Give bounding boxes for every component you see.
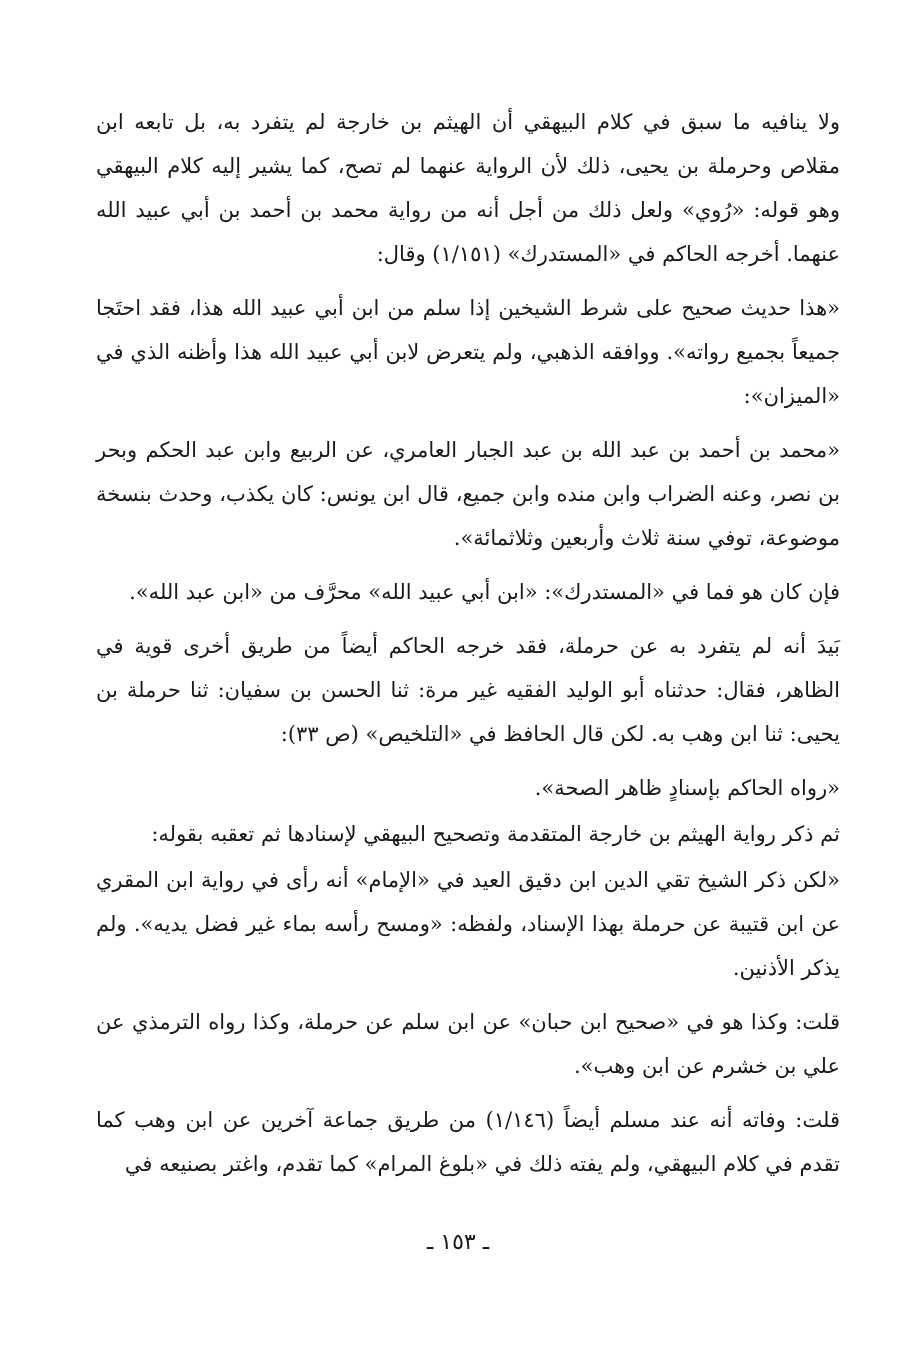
paragraph-3: «محمد بن أحمد بن عبد الله بن عبد الجبار العامري، عن الربيع وابن عبد الحكم وبحر بن نصر، وعنه الضراب وابن منده وابن جميع، قال ابن يونس: كان يكذب، وحدث بنسخة موضوعة، توفي سنة ثلاث وأربعين وثلاثمائة». — [96, 438, 840, 550]
paragraph-4: فإن كان هو فما في «المستدرك»: «ابن أبي عبيد الله» محرَّف من «ابن عبد الله». — [129, 580, 840, 604]
paragraph-5: بَيدَ أنه لم يتفرد به عن حرملة، فقد خرجه الحاكم أيضاً من طريق أخرى قوية في الظاهر، فقال: حدثناه أبو الوليد الفقيه غير مرة: ثنا الحسن بن سفيان: ثنا حرملة بن يحيى: ثنا ابن وهب به. لكن قال الحافظ في «التلخيص» (ص ٣٣): — [96, 634, 840, 746]
paragraph-1: ولا ينافيه ما سبق في كلام البيهقي أن الهيثم بن خارجة لم يتفرد به، بل تابعه ابن مقلاص وحرملة بن يحيى، ذلك لأن الرواية عنهما لم تصح، كما يشير إليه كلام البيهقي وهو قوله: «رُوي» ولعل ذلك من أجل أنه من رواية محمد بن أحمد بن أبي عبيد الله عنهما. أخرجه الحاكم في «المستدرك» (١/١٥١) وقال: — [96, 110, 840, 266]
page-number: ـ ١٥٣ ـ — [426, 1230, 490, 1255]
paragraph-2: «هذا حديث صحيح على شرط الشيخين إذا سلم من ابن أبي عبيد الله هذا، فقد احتَجا جميعاً بجميع رواته». ووافقه الذهبي، ولم يتعرض لابن أبي عبيد الله هذا وأظنه الذي في «الميزان»: — [96, 296, 840, 408]
paragraph-7: ثم ذكر رواية الهيثم بن خارجة المتقدمة وتصحيح البيهقي لإسنادها ثم تعقبه بقوله: — [151, 822, 840, 846]
paragraph-9: قلت: وكذا هو في «صحيح ابن حبان» عن ابن سلم عن حرملة، وكذا رواه الترمذي عن علي بن خشرم عن ابن وهب». — [96, 1010, 840, 1078]
page-body — [96, 100, 840, 1186]
paragraph-6: «رواه الحاكم بإسنادٍ ظاهر الصحة». — [534, 776, 840, 800]
paragraph-8: «لكن ذكر الشيخ تقي الدين ابن دقيق العيد في «الإمام» أنه رأى في رواية ابن المقري عن ابن قتيبة عن حرملة بهذا الإسناد، ولفظه: «ومسح رأسه بماء غير فضل يديه». ولم يذكر الأذنين. — [96, 868, 840, 980]
paragraph-10: قلت: وفاته أنه عند مسلم أيضاً (١/١٤٦) من طريق جماعة آخرين عن ابن وهب كما تقدم في كلام البيهقي، ولم يفته ذلك في «بلوغ المرام» كما تقدم، واغتر بصنيعه في — [96, 1108, 840, 1176]
